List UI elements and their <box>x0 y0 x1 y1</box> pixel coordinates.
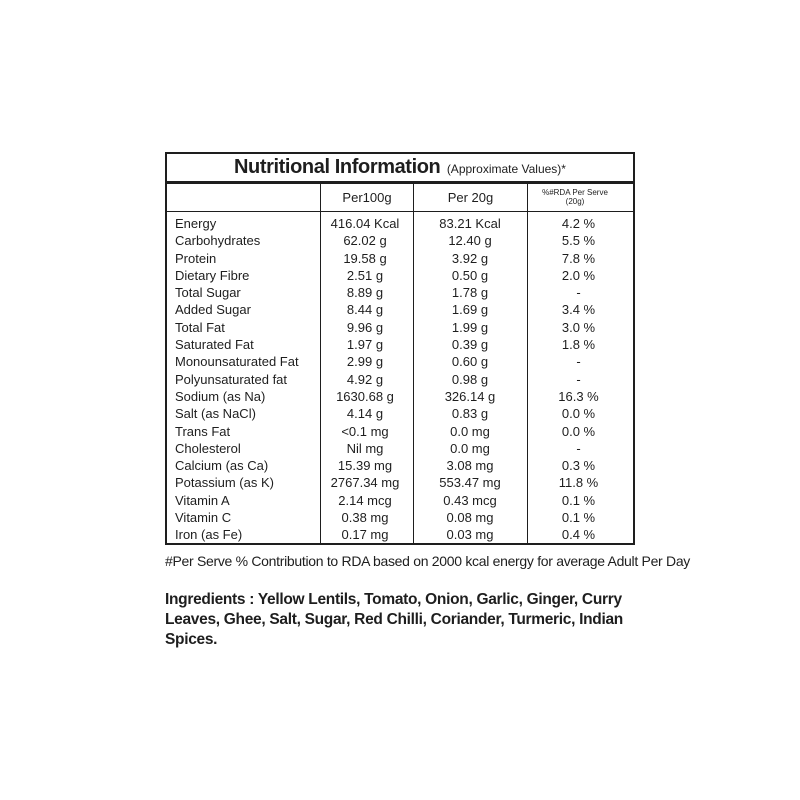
panel-subtitle: (Approximate Values)* <box>446 162 566 176</box>
value-per-100g: 1630.68 g <box>336 388 394 404</box>
column-header-per100g: Per100g <box>342 190 392 205</box>
nutrient-rows <box>167 215 633 544</box>
nutrient-name: Potassium (as K) <box>175 475 274 491</box>
header-divider <box>167 211 633 212</box>
nutrient-row <box>167 301 633 318</box>
value-per-100g: 2.51 g <box>346 267 384 283</box>
value-per-20g: 0.83 g <box>451 406 489 422</box>
value-rda: - <box>576 440 581 456</box>
value-per-20g: 0.50 g <box>451 267 489 283</box>
value-per-100g: 8.89 g <box>346 285 384 301</box>
nutrient-row <box>167 388 633 405</box>
nutrient-row <box>167 457 633 474</box>
nutrient-name: Saturated Fat <box>175 337 254 353</box>
nutrient-row <box>167 353 633 370</box>
nutrient-row <box>167 440 633 457</box>
nutrition-panel <box>165 152 635 545</box>
value-per-20g: 0.03 mg <box>446 527 494 543</box>
value-rda: - <box>576 354 581 370</box>
nutrient-row <box>167 526 633 543</box>
nutrient-row <box>167 509 633 526</box>
value-per-20g: 3.08 mg <box>446 458 494 474</box>
nutrient-row <box>167 284 633 301</box>
value-rda: 0.4 % <box>561 527 596 543</box>
value-rda: 0.3 % <box>561 458 596 474</box>
value-per-100g: 0.17 mg <box>341 527 389 543</box>
nutrient-name: Total Sugar <box>175 285 241 301</box>
nutrient-row <box>167 250 633 267</box>
nutrient-row <box>167 405 633 422</box>
nutrient-row <box>167 336 633 353</box>
value-per-100g: 4.92 g <box>346 371 384 387</box>
value-per-100g: <0.1 mg <box>341 423 389 439</box>
nutrient-name: Sodium (as Na) <box>175 388 266 404</box>
value-rda: 16.3 % <box>558 388 599 404</box>
value-per-100g: 416.04 Kcal <box>330 216 400 231</box>
nutrient-name: Calcium (as Ca) <box>175 458 269 474</box>
value-per-20g: 326.14 g <box>444 388 496 404</box>
nutrient-name: Polyunsaturated fat <box>175 371 288 387</box>
value-rda: - <box>576 285 581 301</box>
value-per-20g: 1.99 g <box>451 319 489 335</box>
value-per-100g: 1.97 g <box>346 337 384 353</box>
value-per-100g: 8.44 g <box>346 302 384 318</box>
value-per-100g: 62.02 g <box>343 233 387 249</box>
value-rda: 2.0 % <box>561 267 596 283</box>
nutrient-row <box>167 215 633 232</box>
value-per-20g: 553.47 mg <box>439 475 501 491</box>
value-rda: 4.2 % <box>561 216 596 231</box>
nutrient-name: Salt (as NaCl) <box>175 406 256 422</box>
nutrient-row <box>167 267 633 284</box>
value-per-20g: 0.0 mg <box>450 423 490 439</box>
nutrient-name: Protein <box>175 250 217 266</box>
column-header-rda: %#RDA Per Serve (20g) <box>542 188 608 206</box>
panel-title: Nutritional Information <box>234 156 441 178</box>
value-rda: 3.4 % <box>561 302 596 318</box>
value-per-20g: 1.78 g <box>451 285 489 301</box>
value-per-20g: 0.60 g <box>451 354 489 370</box>
nutrient-row <box>167 474 633 491</box>
value-per-20g: 0.0 mg <box>450 440 490 456</box>
value-rda: 3.0 % <box>561 319 596 335</box>
value-per-100g: 4.14 g <box>346 406 384 422</box>
value-rda: - <box>576 371 581 387</box>
nutrient-row <box>167 492 633 509</box>
nutrient-row <box>167 232 633 249</box>
nutrient-name: Total Fat <box>175 319 225 335</box>
value-per-20g: 0.08 mg <box>446 510 494 526</box>
value-per-20g: 0.98 g <box>451 371 489 387</box>
nutrient-name: Vitamin A <box>175 492 230 508</box>
value-per-20g: 0.39 g <box>451 337 489 353</box>
column-header-per20g: Per 20g <box>447 190 494 205</box>
nutrient-name: Trans Fat <box>175 423 231 439</box>
value-rda: 11.8 % <box>558 475 599 491</box>
value-per-100g: 19.58 g <box>343 250 387 266</box>
nutrient-name: Added Sugar <box>175 302 251 318</box>
value-per-100g: 2.14 mcg <box>338 492 392 508</box>
value-per-20g: 83.21 Kcal <box>439 216 501 231</box>
value-rda: 0.0 % <box>561 406 596 422</box>
nutrient-row <box>167 371 633 388</box>
nutrient-name: Energy <box>175 216 217 231</box>
value-rda: 7.8 % <box>561 250 596 266</box>
value-rda: 0.0 % <box>561 423 596 439</box>
value-per-20g: 3.92 g <box>451 250 489 266</box>
value-per-100g: 15.39 mg <box>337 458 393 474</box>
value-per-100g: 0.38 mg <box>341 510 389 526</box>
nutrient-name: Dietary Fibre <box>175 267 250 283</box>
nutrient-row <box>167 423 633 440</box>
value-per-20g: 0.43 mcg <box>443 492 497 508</box>
panel-title-row <box>167 154 633 181</box>
value-rda: 0.1 % <box>561 492 596 508</box>
value-per-20g: 1.69 g <box>451 302 489 318</box>
value-per-100g: 9.96 g <box>346 319 384 335</box>
nutrient-name: Monounsaturated Fat <box>175 354 299 370</box>
ingredients-text: Ingredients : Yellow Lentils, Tomato, Onion, Garlic, Ginger, Curry Leaves, Ghee, Salt, Sugar, Red Chilli, Coriander, Turmeric, Indian Spices. <box>165 591 623 648</box>
value-per-100g: Nil mg <box>346 440 384 456</box>
nutrient-name: Iron (as Fe) <box>175 527 243 543</box>
nutrient-name: Carbohydrates <box>175 233 261 249</box>
value-per-100g: 2767.34 mg <box>330 475 400 491</box>
nutrient-name: Cholesterol <box>175 440 241 456</box>
value-per-100g: 2.99 g <box>346 354 384 370</box>
value-per-20g: 12.40 g <box>448 233 492 249</box>
value-rda: 5.5 % <box>561 233 596 249</box>
value-rda: 1.8 % <box>561 337 596 353</box>
value-rda: 0.1 % <box>561 510 596 526</box>
nutrient-name: Vitamin C <box>175 510 232 526</box>
nutrient-row <box>167 319 633 336</box>
rda-footnote: #Per Serve % Contribution to RDA based on 2000 kcal energy for average Adult Per Day <box>165 553 691 569</box>
